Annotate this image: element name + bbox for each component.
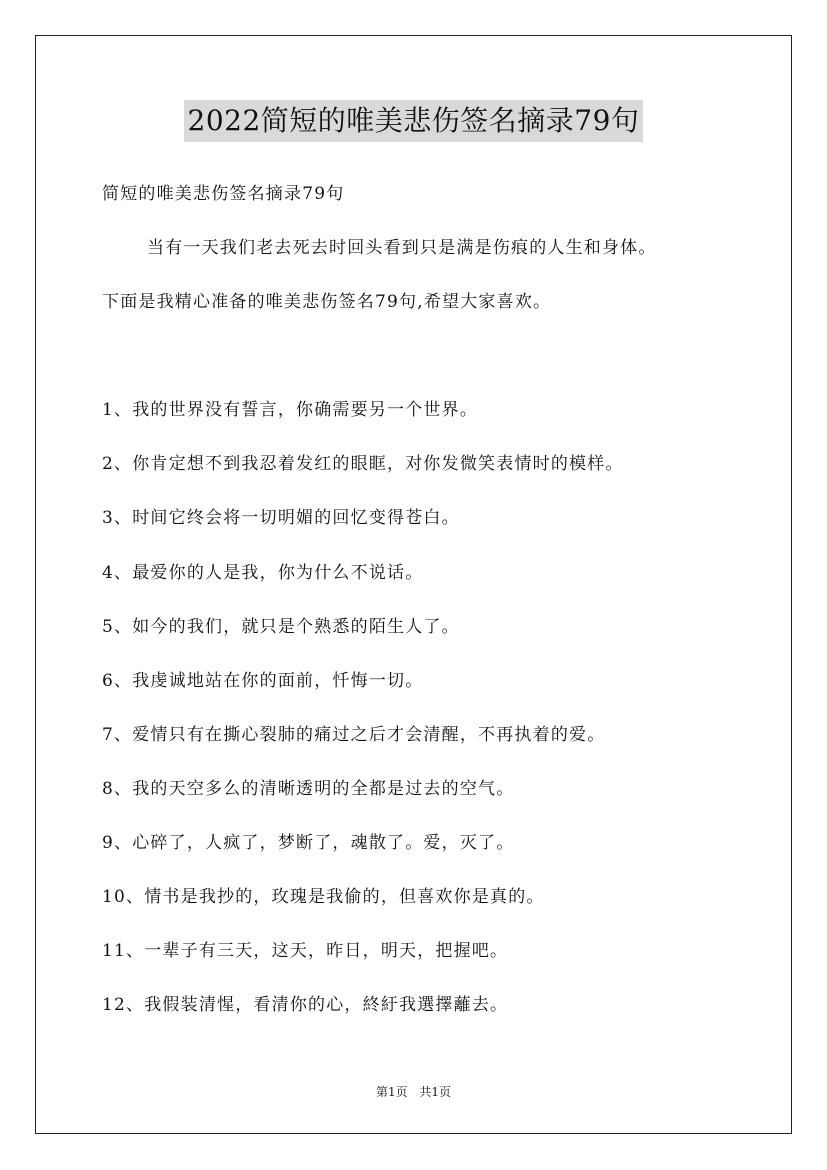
list-item: 3、时间它终会将一切明媚的回忆变得苍白。 (102, 508, 460, 528)
page-footer (0, 1084, 827, 1100)
intro-line-2: 下面是我精心准备的唯美悲伤签名79句,希望大家喜欢。 (102, 292, 552, 312)
list-item: 9、心碎了，人疯了，梦断了，魂散了。爱，灭了。 (102, 833, 515, 853)
list-item: 12、我假装清惺，看清你的心，終紆我選擇蘺去。 (102, 995, 509, 1015)
page-total: 共1页 (419, 1085, 452, 1099)
list-item: 1、我的世界没有誓言，你确需要另一个世界。 (102, 400, 479, 420)
list-item: 5、如今的我们，就只是个熟悉的陌生人了。 (102, 617, 460, 637)
list-item: 2、你肯定想不到我忍着发红的眼眶，对你发微笑表情时的模样。 (102, 454, 624, 474)
list-item: 8、我的天空多么的清晰透明的全都是过去的空气。 (102, 779, 515, 799)
intro-line-1: 当有一天我们老去死去时回头看到只是满是伤痕的人生和身体。 (147, 238, 657, 258)
subtitle: 简短的唯美悲伤签名摘录79句 (102, 184, 345, 204)
document-title: 2022简短的唯美悲伤签名摘录79句 (184, 100, 644, 142)
page-number: 第1页 (375, 1085, 408, 1099)
title-container (0, 100, 827, 142)
list-item: 10、情书是我抄的，玫瑰是我偷的，但喜欢你是真的。 (102, 887, 545, 907)
list-item: 11、一辈子有三天，这天，昨日，明天，把握吧。 (102, 941, 509, 961)
list-item: 7、爱情只有在撕心裂肺的痛过之后才会清醒，不再执着的爱。 (102, 725, 606, 745)
list-item: 4、最爱你的人是我，你为什么不说话。 (102, 563, 424, 583)
list-item: 6、我虔诚地站在你的面前，忏悔一切。 (102, 671, 424, 691)
